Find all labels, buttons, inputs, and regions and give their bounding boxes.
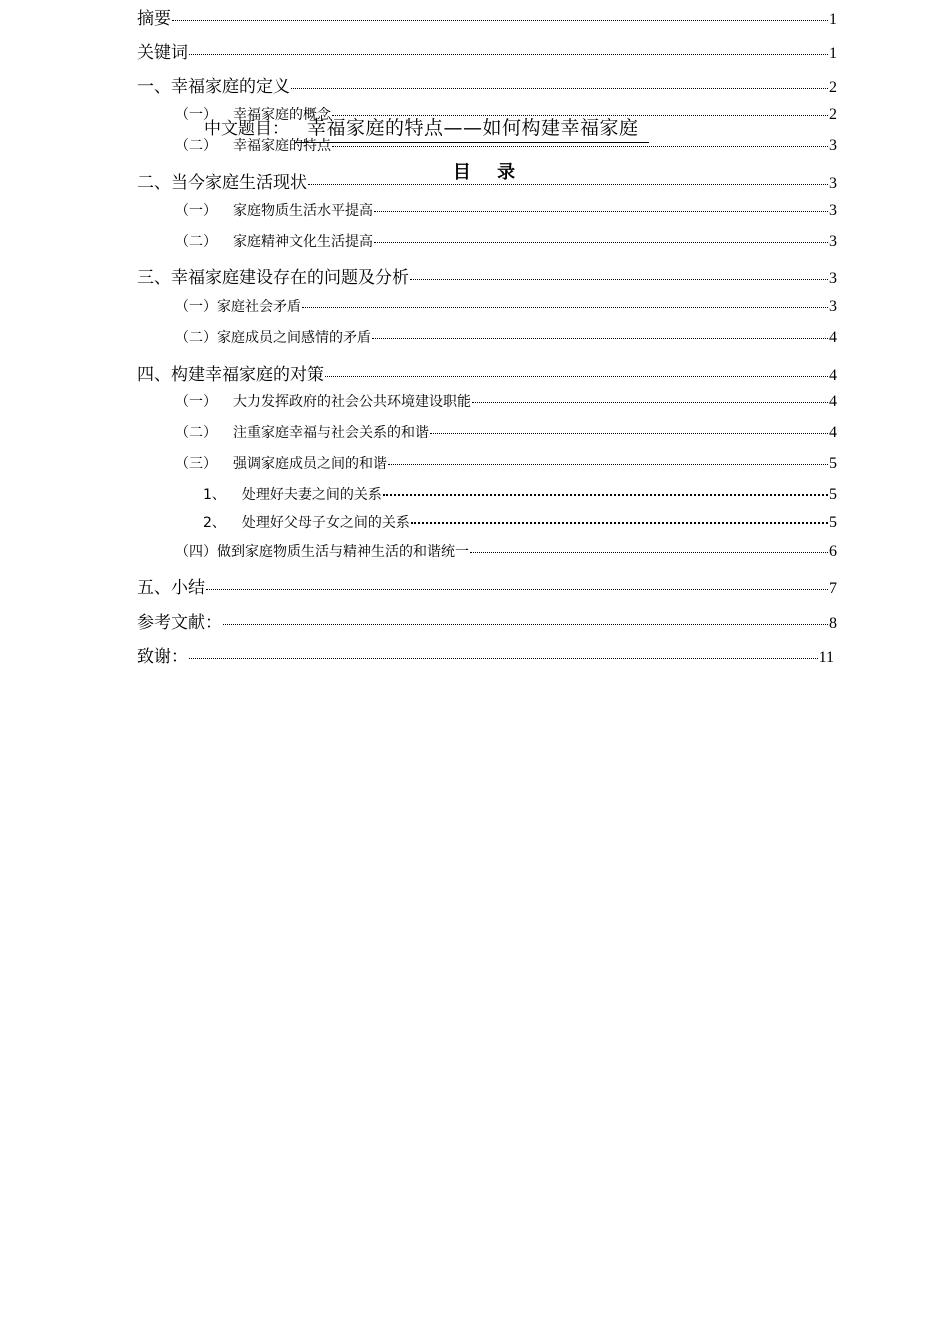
- toc-dot-leader: [411, 521, 828, 524]
- toc-entry-label: [175, 135, 331, 155]
- toc-entry-text: 四、构建幸福家庭的对策: [137, 365, 324, 385]
- toc-dot-leader: [291, 87, 828, 89]
- toc-entry-text: 致谢：: [137, 647, 188, 667]
- toc-entry-text: 家庭精神文化生活提高: [233, 234, 373, 250]
- toc-dot-leader: [332, 114, 828, 116]
- toc-page-number: 5: [829, 455, 837, 472]
- toc-page-number: 4: [829, 393, 837, 410]
- toc-entry-label: [175, 422, 429, 442]
- toc-dot-leader: [172, 19, 828, 21]
- toc-row[interactable]: [175, 391, 837, 411]
- toc-row[interactable]: [175, 296, 837, 316]
- toc-entry-marker: （二）: [175, 234, 217, 250]
- toc-dot-leader: [470, 551, 828, 553]
- toc-page-number: 4: [829, 329, 837, 346]
- toc-page-number: 2: [829, 106, 837, 123]
- toc-dot-leader: [383, 493, 828, 496]
- toc-row[interactable]: [137, 38, 837, 63]
- toc-entry-text: 幸福家庭的特点: [233, 138, 331, 154]
- toc-entry-text: 参考文献：: [137, 613, 222, 633]
- toc-dot-leader: [308, 183, 828, 185]
- toc-row[interactable]: [175, 200, 837, 220]
- toc-dot-leader: [302, 306, 828, 308]
- toc-row[interactable]: [137, 263, 837, 288]
- toc-entry-label: [175, 541, 469, 561]
- toc-entry-text: 摘要: [137, 9, 171, 29]
- toc-entry-label: [137, 4, 171, 29]
- title-prefix: 中文题目：: [204, 119, 289, 139]
- toc-entry-text: （一）家庭社会矛盾: [175, 299, 301, 315]
- toc-entry-text: 处理好夫妻之间的关系: [241, 487, 382, 503]
- toc-row[interactable]: [175, 453, 837, 473]
- toc-dot-leader: [374, 241, 828, 243]
- toc-page-number: 4: [829, 367, 837, 384]
- toc-page-number: 3: [829, 233, 837, 250]
- toc-entry-label: [137, 263, 409, 288]
- toc-entry-text: 注重家庭幸福与社会关系的和谐: [233, 425, 429, 441]
- toc-entry-label: [175, 327, 371, 347]
- toc-row[interactable]: [175, 135, 837, 155]
- toc-page-number: 7: [829, 580, 837, 597]
- toc-dot-leader: [410, 278, 828, 280]
- toc-dot-leader: [223, 623, 828, 625]
- toc-page-number: 3: [829, 298, 837, 315]
- toc-row[interactable]: [137, 4, 837, 29]
- toc-entry-text: 大力发挥政府的社会公共环境建设职能: [233, 394, 471, 410]
- toc-heading: 目 录: [452, 162, 526, 183]
- toc-entry-text: 处理好父母子女之间的关系: [241, 515, 410, 531]
- toc-entry-label: [175, 296, 301, 316]
- toc-row[interactable]: [175, 104, 837, 124]
- toc-entry-label: [137, 573, 205, 598]
- toc-dot-leader: [372, 337, 828, 339]
- toc-entry-label: [203, 512, 410, 532]
- toc-dot-leader: [206, 588, 828, 590]
- toc-entry-label: [137, 72, 290, 97]
- toc-entry-label: [137, 168, 307, 193]
- toc-page-number: 3: [829, 270, 837, 287]
- toc-entry-text: 三、幸福家庭建设存在的问题及分析: [137, 268, 409, 288]
- toc-dot-leader: [430, 432, 828, 434]
- toc-entry-text: 幸福家庭的概念: [233, 107, 331, 123]
- toc-entry-text: （四）做到家庭物质生活与精神生活的和谐统一: [175, 544, 469, 560]
- toc-entry-text: （二）家庭成员之间感情的矛盾: [175, 330, 371, 346]
- toc-entry-label: [203, 484, 382, 504]
- toc-page-number: 2: [829, 79, 837, 96]
- toc-row[interactable]: [137, 72, 837, 97]
- toc-page-number: 5: [829, 514, 837, 531]
- toc-entry-marker: （一）: [175, 107, 217, 123]
- toc-row[interactable]: [203, 512, 837, 532]
- toc-row[interactable]: [175, 541, 837, 561]
- toc-entry-label: [137, 38, 188, 63]
- toc-entry-marker: （二）: [175, 425, 217, 441]
- toc-page-number: 8: [829, 615, 837, 632]
- toc-entry-label: [137, 642, 188, 667]
- toc-page-number: 11: [818, 649, 834, 666]
- toc-row[interactable]: [137, 573, 837, 598]
- toc-entry-text: 强调家庭成员之间的和谐: [233, 456, 387, 472]
- toc-row[interactable]: [137, 360, 837, 385]
- toc-entry-text: 二、当今家庭生活现状: [137, 173, 307, 193]
- toc-entry-marker: （一）: [175, 394, 217, 410]
- toc-dot-leader: [472, 401, 828, 403]
- toc-dot-leader: [189, 657, 818, 659]
- toc-page-number: 5: [829, 486, 837, 503]
- toc-page-number: 1: [829, 11, 837, 28]
- toc-page-number: 6: [829, 543, 837, 560]
- toc-entry-marker: （三）: [175, 456, 217, 472]
- toc-entry-label: [137, 360, 324, 385]
- toc-row[interactable]: [137, 608, 837, 633]
- toc-dot-leader: [388, 463, 828, 465]
- toc-page-number: 1: [829, 45, 837, 62]
- toc-entry-label: [175, 104, 331, 124]
- toc-row[interactable]: [175, 231, 837, 251]
- toc-page-number: 3: [829, 202, 837, 219]
- toc-entry-label: [175, 453, 387, 473]
- toc-entry-text: 关键词: [137, 43, 188, 63]
- toc-dot-leader: [189, 53, 828, 55]
- toc-page-number: 3: [829, 137, 837, 154]
- toc-entry-marker: 1、: [203, 487, 226, 503]
- toc-row[interactable]: [137, 642, 834, 667]
- toc-entry-text: 一、幸福家庭的定义: [137, 77, 290, 97]
- toc-entry-marker: （二）: [175, 138, 217, 154]
- toc-dot-leader: [332, 145, 828, 147]
- toc-page-number: 4: [829, 424, 837, 441]
- toc-entry-marker: 2、: [203, 515, 226, 531]
- toc-row[interactable]: [175, 327, 837, 347]
- toc-entry-label: [137, 608, 222, 633]
- toc-entry-label: [175, 391, 471, 411]
- toc-entry-text: 五、小结: [137, 578, 205, 598]
- toc-row[interactable]: [203, 484, 837, 504]
- toc-page-number: 3: [829, 175, 837, 192]
- toc-dot-leader: [374, 210, 828, 212]
- toc-row[interactable]: [137, 168, 837, 193]
- toc-entry-marker: （一）: [175, 203, 217, 219]
- toc-entry-text: 家庭物质生活水平提高: [233, 203, 373, 219]
- toc-entry-label: [175, 200, 373, 220]
- toc-row[interactable]: [175, 422, 837, 442]
- title-text: 幸福家庭的特点——如何构建幸福家庭: [295, 114, 649, 143]
- toc-dot-leader: [325, 375, 828, 377]
- toc-entry-label: [175, 231, 373, 251]
